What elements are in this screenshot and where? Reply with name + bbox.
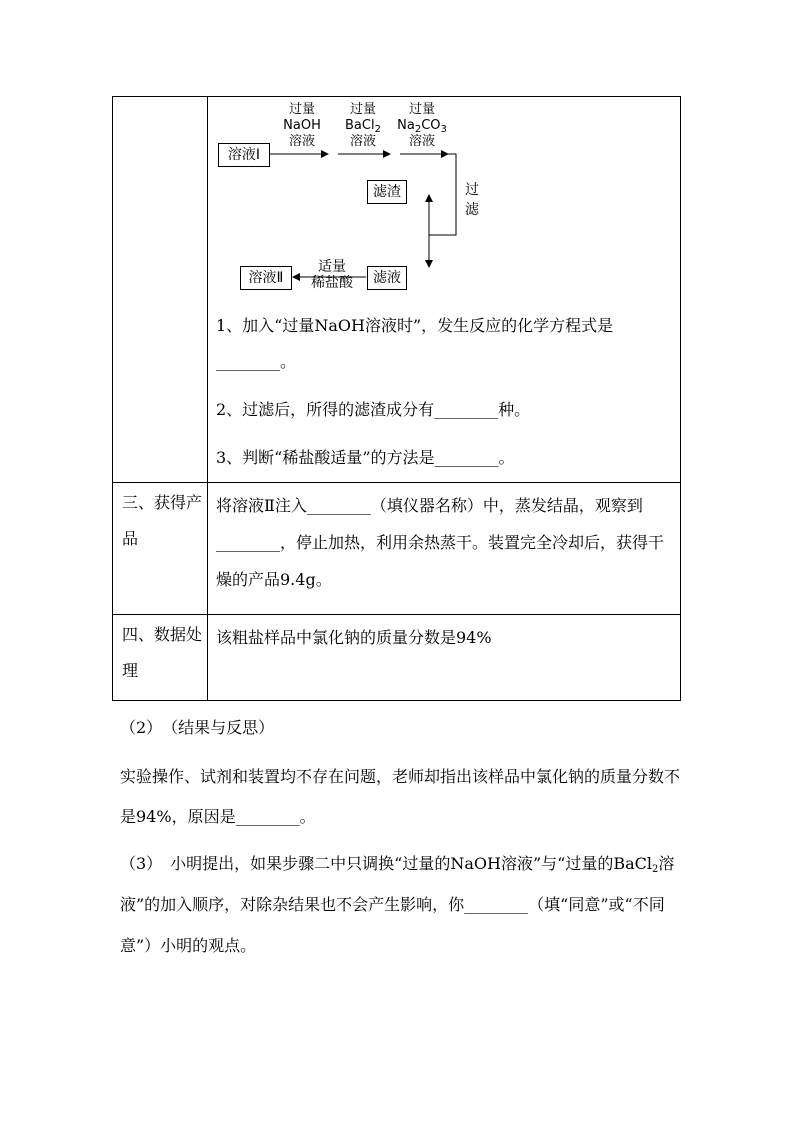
experiment-table [112, 96, 681, 701]
filtrate-label: 滤液 [373, 270, 401, 286]
solution2-box [240, 266, 292, 290]
row-label-product: 三、获得产品 [113, 483, 208, 615]
question-2: 2、过滤后，所得的滤渣成分有________种。 [216, 400, 531, 419]
step2-formula: BaCl [345, 118, 375, 133]
step2-reagent [338, 102, 388, 150]
step2-formula-sub: 2 [374, 124, 381, 135]
question-1-text: 1、加入“过量NaOH溶液时”，发生反应的化学方程式是 [216, 316, 614, 335]
product-text: 将溶液Ⅱ注入________（填仪器名称）中，蒸发结晶，观察到________，停止加热，利用余热蒸干。装置完全冷却后，获得干燥的产品9.4g。 [216, 496, 665, 589]
section-3-part2: 溶液”的加入顺序，对除杂结果也不会产生影响，你________（填“同意”或“不同意”）小明的观点。 [120, 854, 675, 955]
flow-diagram [208, 97, 691, 302]
acid-reagent [304, 259, 360, 291]
step1-reagent [276, 102, 328, 150]
step2-line2 [338, 118, 388, 134]
table-row [113, 615, 681, 701]
step3-formula-b: CO [421, 118, 441, 133]
step3-reagent [394, 102, 450, 150]
step1-line2: NaOH [283, 118, 321, 133]
solution2-label: 溶液Ⅱ [248, 270, 284, 286]
table-row [113, 483, 681, 615]
section-2-heading: （2） （结果与反思） [120, 718, 275, 737]
step1-line1: 过量 [288, 102, 315, 117]
step2-line1: 过量 [349, 102, 376, 117]
step3-formula-sub1: 2 [414, 124, 422, 135]
section-3-text [120, 843, 690, 966]
row-label-data: 四、数据处理 [113, 615, 208, 701]
question-1-blank: ________。 [216, 352, 297, 371]
section-3 [120, 843, 690, 966]
filter-label: 过 滤 [465, 182, 479, 218]
step3-line2 [394, 118, 450, 134]
step3-formula-a: Na [397, 118, 415, 133]
section-2-text: 实验操作、试剂和装置均不存在问题，老师却指出该样品中氯化钠的质量分数不是94%，原因是________。 [120, 767, 681, 826]
step3-line3: 溶液 [408, 134, 435, 149]
section-2-body [120, 757, 690, 837]
filtrate-box [367, 266, 407, 290]
section-3-part1: （3） 小明提出，如果步骤二中只调换“过量的NaOH溶液”与“过量的BaCl [120, 854, 652, 873]
section-3-sub: 2 [652, 864, 659, 875]
step1-line3: 溶液 [288, 134, 315, 149]
solution1-label: 溶液Ⅰ [227, 147, 261, 163]
acid-line1: 适量 [318, 259, 346, 275]
step3-formula-sub2: 3 [440, 124, 447, 135]
flow-cell [208, 97, 681, 483]
row-content-product [208, 483, 681, 615]
residue-box [367, 180, 407, 204]
question-3: 3、判断“稀盐酸适量”的方法是________。 [216, 448, 515, 467]
filter-line [429, 154, 456, 235]
step3-line1: 过量 [408, 102, 435, 117]
table-row [113, 97, 681, 483]
acid-line2: 稀盐酸 [311, 275, 353, 291]
row-label-empty [113, 97, 208, 483]
row-content-data [208, 615, 681, 701]
solution1-box [218, 143, 270, 167]
step2-line3: 溶液 [349, 134, 376, 149]
residue-label: 滤渣 [373, 184, 401, 200]
data-text: 该粗盐样品中氯化钠的质量分数是94% [216, 628, 492, 647]
question-1 [208, 308, 680, 344]
